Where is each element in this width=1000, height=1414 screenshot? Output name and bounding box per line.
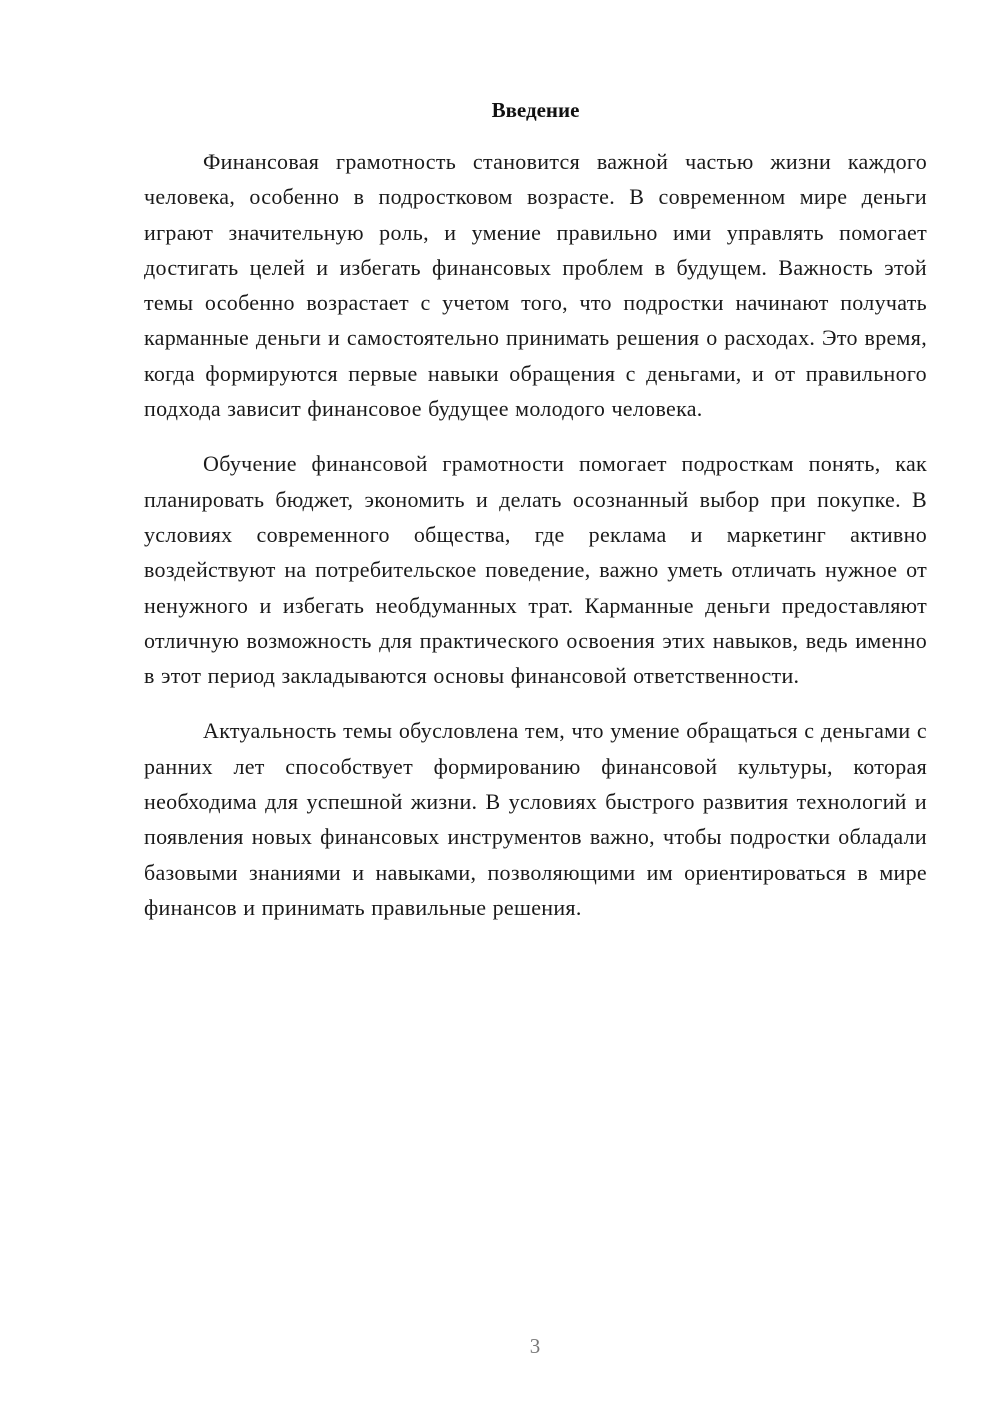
paragraph-3: Актуальность темы обусловлена тем, что умение обращаться с деньгами с ранних лет способствует формированию финансовой культуры, которая необходима для успешной жизни. В условиях быстрого развития технологий и появления новых финансовых инструментов важно, чтобы подростки обладали базовыми знаниями и навыками, позволяющими им ориентироваться в мире финансов и принимать правильные решения. xyxy=(144,718,927,920)
section-heading: Введение xyxy=(491,98,580,122)
paragraph-2: Обучение финансовой грамотности помогает подросткам понять, как планировать бюджет, экономить и делать осознанный выбор при покупке. В условиях современного общества, где реклама и маркетинг активно воздействуют на потребительское поведение, важно уметь отличать нужное от ненужного и избегать необдуманных трат. Карманные деньги предоставляют отличную возможность для практического освоения этих навыков, ведь именно в этот период закладываются основы финансовой ответственности. xyxy=(144,451,927,689)
page-content xyxy=(144,92,927,945)
paragraph-1: Финансовая грамотность становится важной частью жизни каждого человека, особенно в подростковом возрасте. В современном мире деньги играют значительную роль, и умение правильно ими управлять помогает достигать целей и избегать финансовых проблем в будущем. Важность этой темы особенно возрастает с учетом того, что подростки начинают получать карманные деньги и самостоятельно принимать решения о расходах. Это время, когда формируются первые навыки обращения с деньгами, и от правильного подхода зависит финансовое будущее молодого человека. xyxy=(144,149,927,422)
page-number: 3 xyxy=(529,1334,541,1358)
